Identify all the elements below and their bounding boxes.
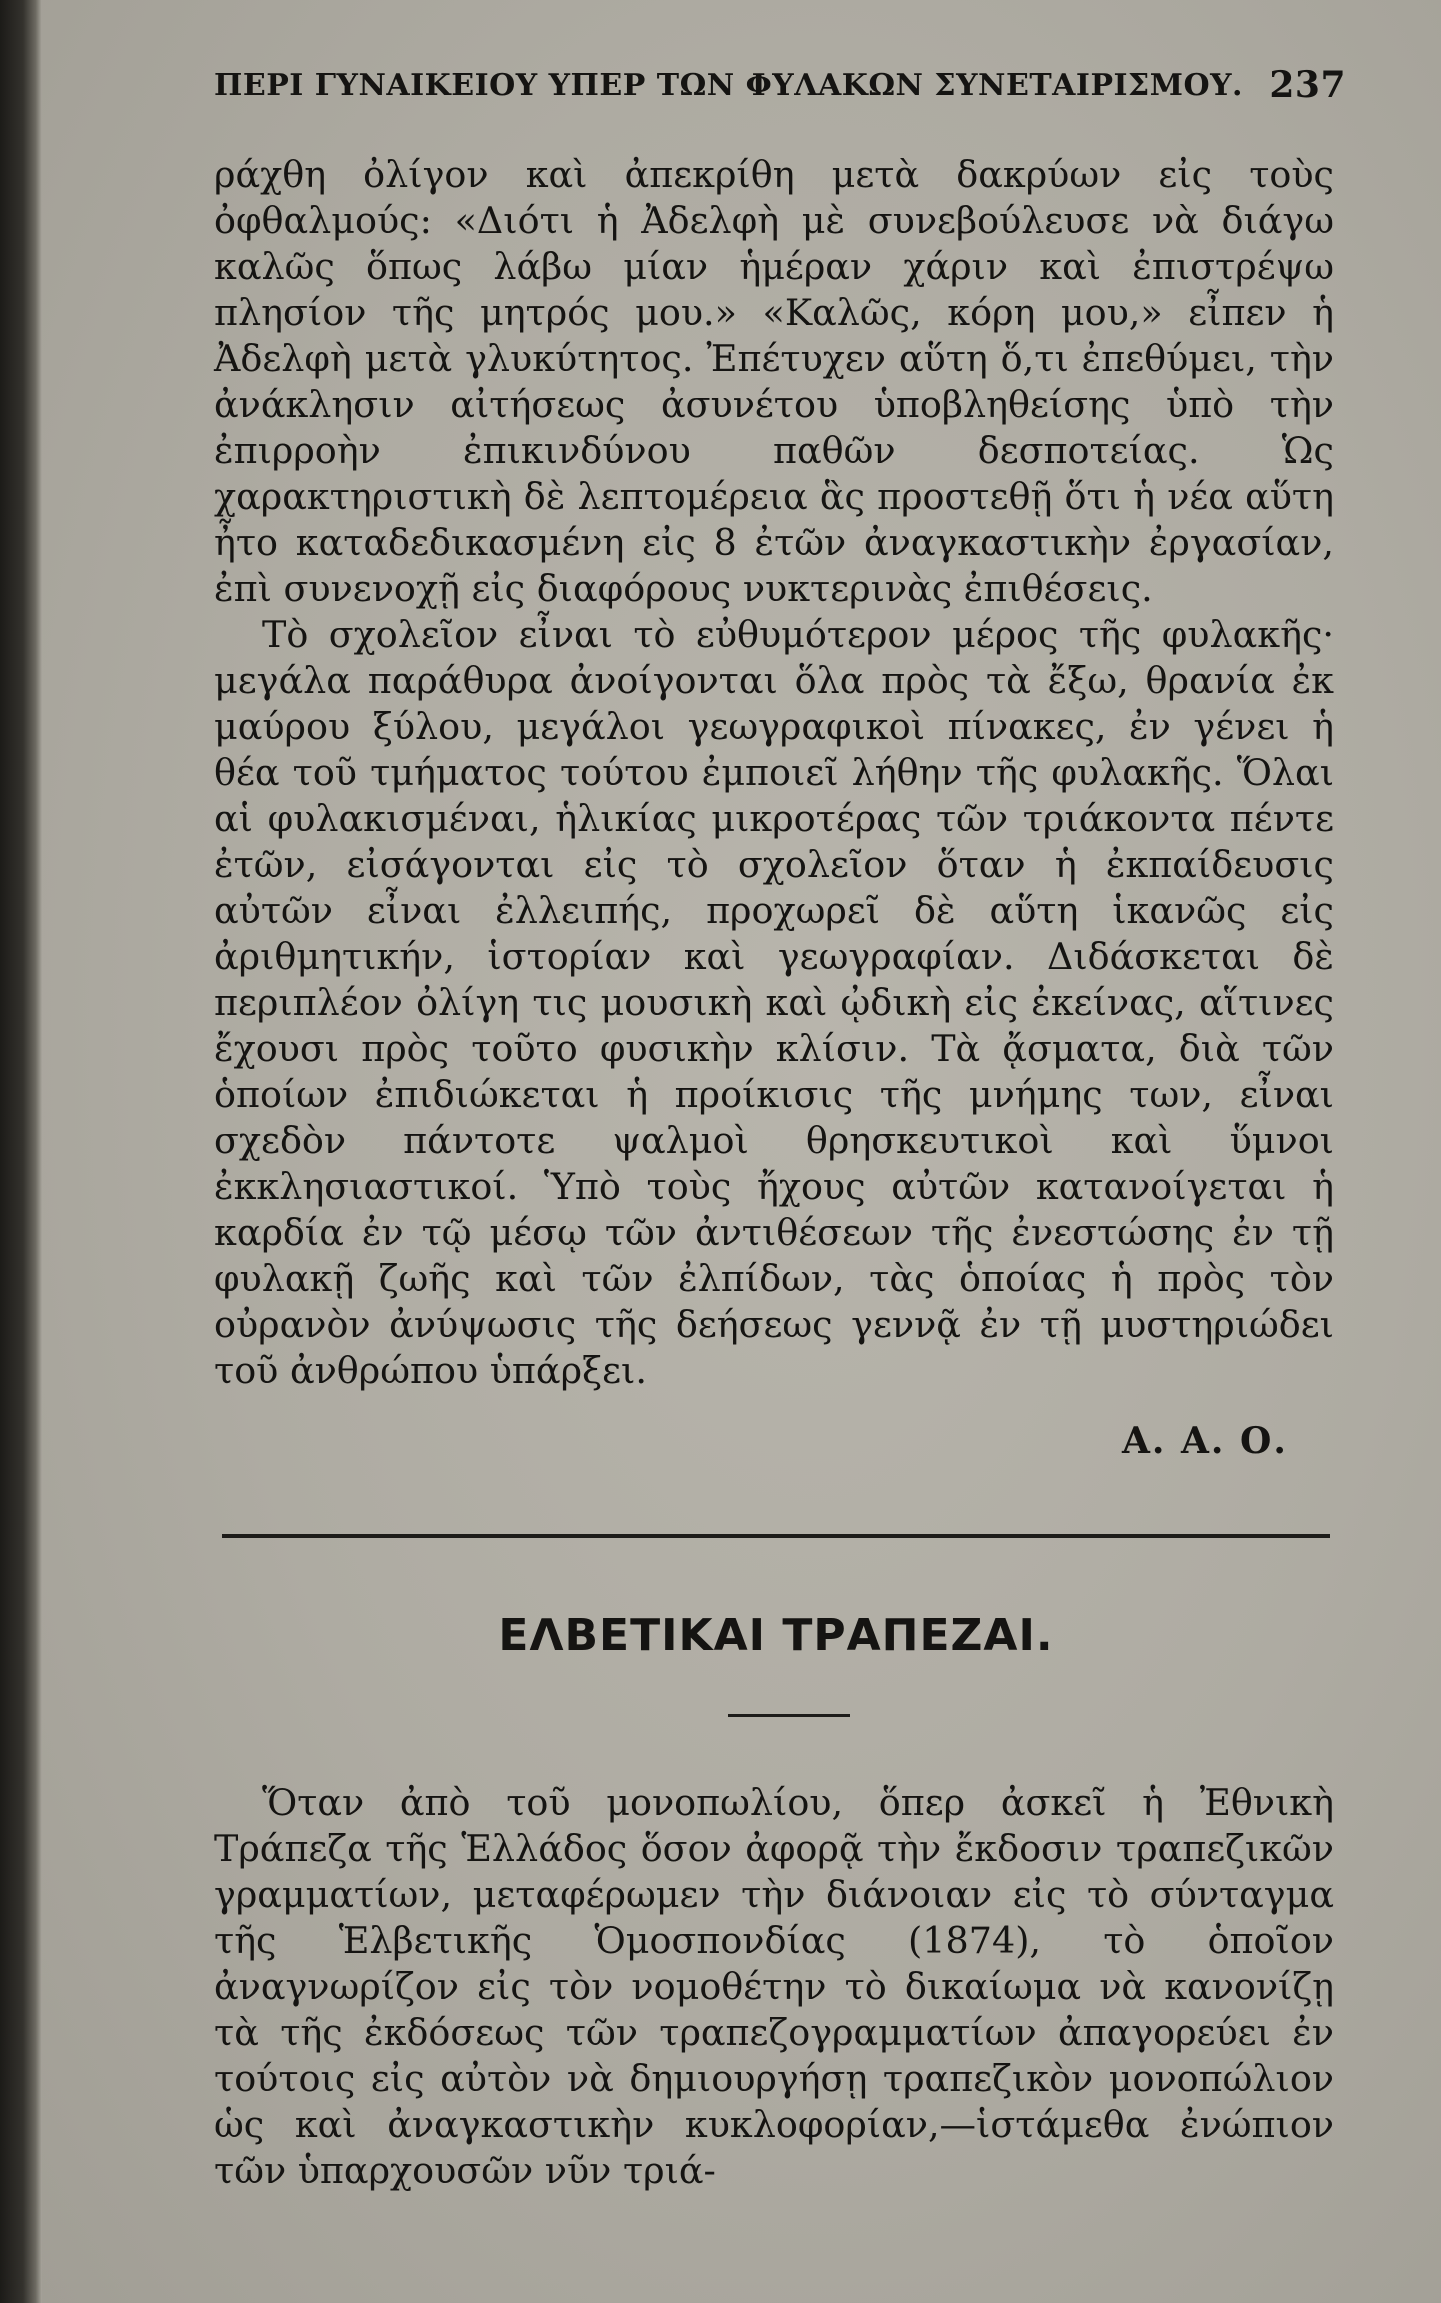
article-body bbox=[214, 152, 1334, 1394]
section-title: ΕΛΒΕΤΙΚΑΙ ΤΡΑΠΕΖΑΙ. bbox=[498, 1610, 1054, 1661]
page-number: 237 bbox=[1269, 64, 1346, 106]
book-binding-shadow bbox=[0, 0, 42, 2303]
title-underline bbox=[728, 1714, 850, 1717]
running-title: ΠΕΡΙ ΓΥΝΑΙΚΕΙΟΥ ΥΠΕΡ ΤΩΝ ΦΥΛΑΚΩΝ ΣΥΝΕΤΑΙΡΙΣΜΟΥ. bbox=[214, 68, 1243, 103]
article-body bbox=[214, 1780, 1334, 2194]
author-signature: Α. Α. Ο. bbox=[1122, 1420, 1288, 1462]
section-divider bbox=[222, 1534, 1330, 1538]
running-header bbox=[214, 64, 1346, 106]
paragraph: ράχθη ὀλίγον καὶ ἀπεκρίθη μετὰ δακρύων εἰς τοὺς ὀφθαλμούς: «Διότι ἡ Ἀδελφὴ μὲ συνεβούλευσε νὰ διάγω καλῶς ὅπως λάβω μίαν ἡμέραν χάριν καὶ ἐπιστρέψω πλησίον τῆς μητρός μου.» «Καλῶς, κόρη μου,» εἶπεν ἡ Ἀδελφὴ μετὰ γλυκύτητος. Ἐπέτυχεν αὕτη ὅ,τι ἐπεθύμει, τὴν ἀνάκλησιν αἰτήσεως ἀσυνέτου ὑποβληθείσης ὑπὸ τὴν ἐπιρροὴν ἐπικινδύνου παθῶν δεσποτείας. Ὡς χαρακτηριστικὴ δὲ λεπτομέρεια ἃς προστεθῇ ὅτι ἡ νέα αὕτη ἦτο καταδεδικασμένη εἰς 8 ἐτῶν ἀναγκαστικὴν ἐργασίαν, ἐπὶ συνενοχῇ εἰς διαφόρους νυκτερινὰς ἐπιθέσεις. bbox=[214, 153, 1334, 610]
book-page bbox=[42, 0, 1441, 2303]
paragraph: Τὸ σχολεῖον εἶναι τὸ εὐθυμότερον μέρος τῆς φυλακῆς· μεγάλα παράθυρα ἀνοίγονται ὅλα πρὸς τὰ ἔξω, θρανία ἐκ μαύρου ξύλου, μεγάλοι γεωγραφικοὶ πίνακες, ἐν γένει ἡ θέα τοῦ τμήματος τούτου ἐμποιεῖ λήθην τῆς φυλακῆς. Ὅλαι αἱ φυλακισμέναι, ἡλικίας μικροτέρας τῶν τριάκοντα πέντε ἐτῶν, εἰσάγονται εἰς τὸ σχολεῖον ὅταν ἡ ἐκπαίδευσις αὐτῶν εἶναι ἐλλειπής, προχωρεῖ δὲ αὕτη ἱκανῶς εἰς ἀριθμητικήν, ἱστορίαν καὶ γεωγραφίαν. Διδάσκεται δὲ περιπλέον ὀλίγη τις μουσικὴ καὶ ᾠδικὴ εἰς ἐκείνας, αἵτινες ἔχουσι πρὸς τοῦτο φυσικὴν κλίσιν. Τὰ ᾄσματα, διὰ τῶν ὁποίων ἐπιδιώκεται ἡ προίκισις τῆς μνήμης των, εἶναι σχεδὸν πάντοτε ψαλμοὶ θρησκευτικοὶ καὶ ὕμνοι ἐκκλησιαστικοί. Ὑπὸ τοὺς ἤχους αὐτῶν κατανοίγεται ἡ καρδία ἐν τῷ μέσῳ τῶν ἀντιθέσεων τῆς ἐνεστώσης ἐν τῇ φυλακῇ ζωῆς καὶ τῶν ἐλπίδων, τὰς ὁποίας ἡ πρὸς τὸν οὐρανὸν ἀνύψωσις τῆς δεήσεως γεννᾷ ἐν τῇ μυστηριώδει τοῦ ἀνθρώπου ὑπάρξει. bbox=[214, 613, 1334, 1392]
paragraph: Ὅταν ἀπὸ τοῦ μονοπωλίου, ὅπερ ἀσκεῖ ἡ Ἐθνικὴ Τράπεζα τῆς Ἑλλάδος ὅσον ἀφορᾷ τὴν ἔκδοσιν τραπεζικῶν γραμματίων, μεταφέρωμεν τὴν διάνοιαν εἰς τὸ σύνταγμα τῆς Ἑλβετικῆς Ὁμοσπονδίας (1874), τὸ ὁποῖον ἀναγνωρίζον εἰς τὸν νομοθέτην τὸ δικαίωμα νὰ κανονίζῃ τὰ τῆς ἐκδόσεως τῶν τραπεζογραμματίων ἀπαγορεύει ἐν τούτοις εἰς αὐτὸν νὰ δημιουργήσῃ τραπεζικὸν μονοπώλιον ὡς καὶ ἀναγκαστικὴν κυκλοφορίαν,—ἱστάμεθα ἐνώπιον τῶν ὑπαρχουσῶν νῦν τριά- bbox=[214, 1781, 1334, 2192]
